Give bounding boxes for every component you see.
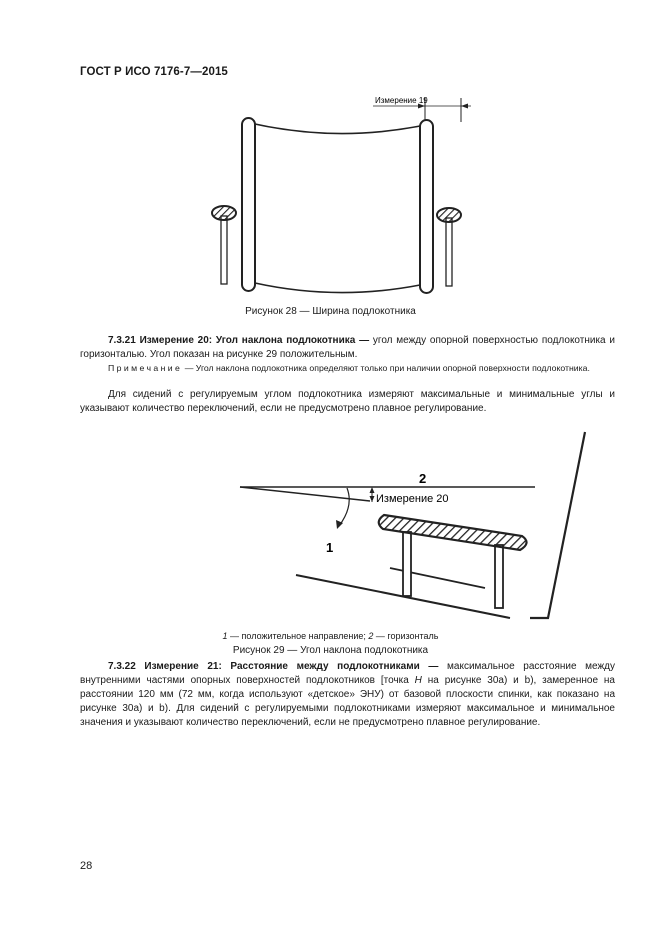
figure-28-armrest-width — [200, 88, 490, 303]
measurement-20-label: Измерение 20 — [376, 493, 449, 505]
point-h: H — [414, 675, 422, 686]
legend-1-text: — положительное направление; — [227, 631, 369, 641]
section-7-3-21-paragraph — [80, 334, 615, 362]
figure-29-caption: Рисунок 29 — Угол наклона подлокотника — [232, 645, 429, 656]
legend-2-text: — горизонталь — [373, 631, 439, 641]
section-7-3-22-text-b: на рисунке 30а) и b), замеренное на расстоянии 120 мм (72 мм, когда используют «детское» ЭНУ) от базовой плоскости спинки, как показано на рисунке 30а) и b). Для сидений с регулируемыми подлокотниками измеряют максимальное и минимальное значения и указывают количество переключений, если не предусмотрено плавное регулирование. — [80, 675, 615, 728]
section-7-3-21-text: угол между опорной поверхностью подлокотника и горизонталью. Угол показан на рисунке 29 положительным. — [80, 335, 615, 360]
legend-2-number: 2 — [368, 631, 374, 641]
marker-1: 1 — [326, 540, 334, 555]
note-label: Примечание — [108, 363, 183, 373]
page-number: 28 — [80, 860, 93, 872]
legend-1-number: 1 — [222, 631, 228, 641]
note-text: — Угол наклона подлокотника определяют только при наличии опорной поверхности подлокотника. — [182, 363, 590, 373]
marker-2: 2 — [419, 471, 427, 486]
section-7-3-22-text-a: максимальное расстояние между внутренними частями опорных поверхностей подлокотников [точка — [80, 661, 615, 686]
section-7-3-22-heading: 7.3.22 Измерение 21: Расстояние между подлокотниками — — [108, 661, 439, 672]
figure-29-armrest-angle — [230, 428, 600, 628]
figure-29-legend — [0, 631, 661, 641]
measurement-19-label: Измерение 19 — [375, 96, 428, 105]
section-7-3-21-heading: 7.3.21 Измерение 20: Угол наклона подлокотника — — [108, 335, 370, 346]
section-7-3-21-note — [80, 362, 615, 374]
section-7-3-22-paragraph — [80, 660, 615, 730]
figure-28-caption: Рисунок 28 — Ширина подлокотника — [245, 306, 416, 317]
section-7-3-21-paragraph-2: Для сидений с регулируемым углом подлокотника измеряют максимальные и минимальные углы и указывают количество переключений, если не предусмотрено плавное регулирование. — [80, 389, 615, 414]
document-header: ГОСТ Р ИСО 7176-7—2015 — [80, 66, 228, 78]
